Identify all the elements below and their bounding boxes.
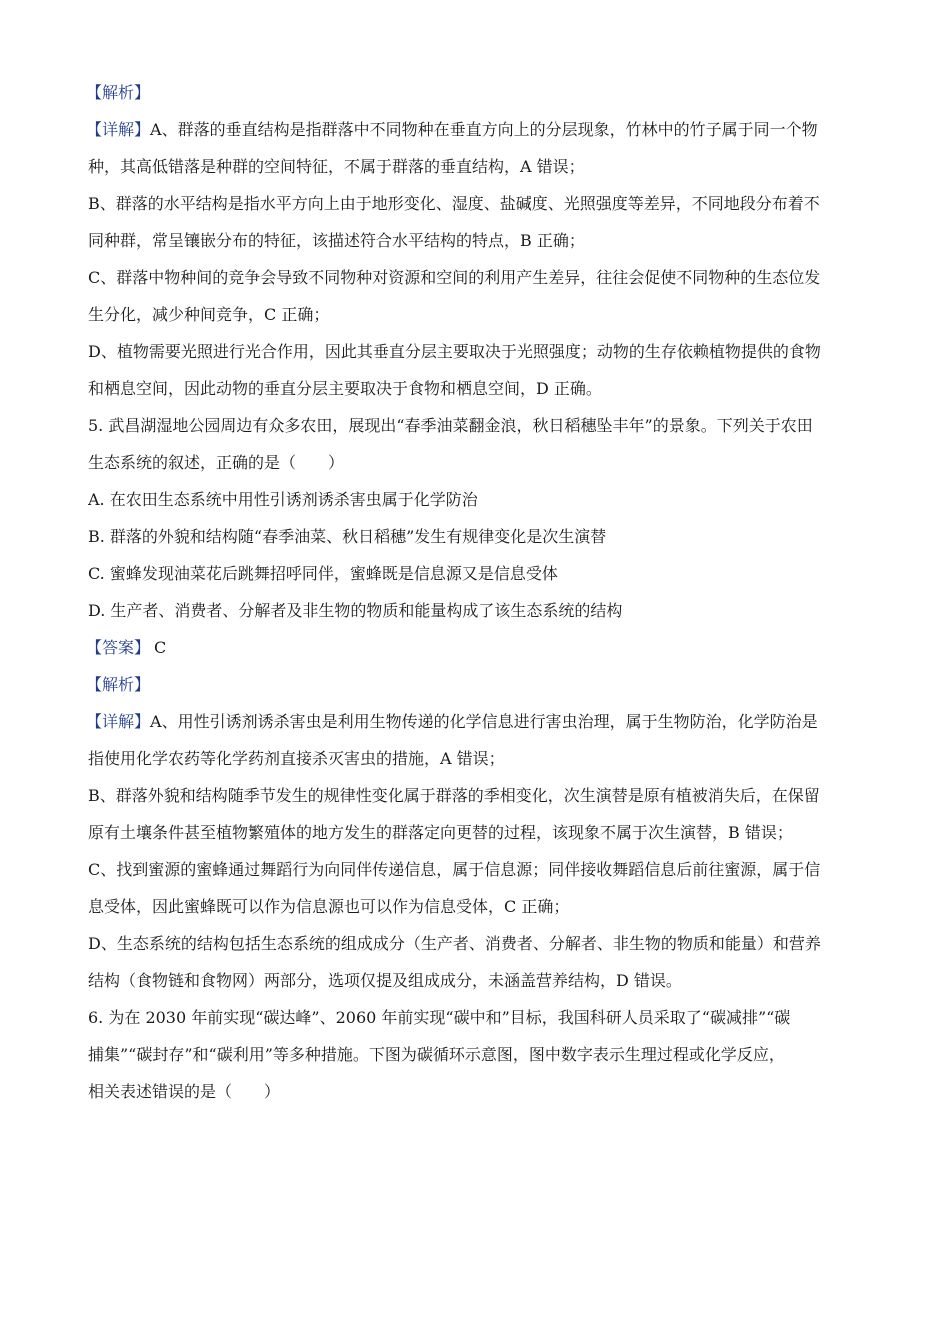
detail-text: A、用性引诱剂诱杀害虫是利用生物传递的化学信息进行害虫治理，属于生物防治，化学防治是 (150, 712, 818, 731)
analysis-heading (86, 74, 864, 111)
option-d: D. 生产者、消费者、分解者及非生物的物质和能量构成了该生态系统的结构 (88, 601, 623, 620)
option-a: A. 在农田生态系统中用性引诱剂诱杀害虫属于化学防治 (88, 490, 478, 509)
option-c: C. 蜜蜂发现油菜花后跳舞招呼同伴，蜜蜂既是信息源又是信息受体 (88, 564, 558, 583)
detail-paragraph-line: 结构（食物链和食物网）两部分，选项仅提及组成成分，未涵盖营养结构，D 错误。 (88, 971, 682, 990)
document-page (88, 74, 864, 1110)
analysis-tag: 【解析】 (86, 675, 151, 694)
question-stem-line: 6. 为在 2030 年前实现“碳达峰”、2060 年前实现“碳中和”目标，我国科研人员采取了“碳减排”“碳 (88, 1008, 791, 1027)
detail-paragraph-line: D、生态系统的结构包括生态系统的组成成分（生产者、消费者、分解者、非生物的物质和能量）和营养 (88, 934, 821, 953)
detail-paragraph-line: 原有土壤条件甚至植物繁殖体的地方发生的群落定向更替的过程，该现象不属于次生演替，B 错误； (88, 823, 793, 842)
detail-paragraph-line: 种，其高低错落是种群的空间特征，不属于群落的垂直结构，A 错误； (88, 157, 585, 176)
analysis-heading (86, 666, 864, 703)
detail-tag: 【详解】 (86, 120, 151, 139)
option-b: B. 群落的外貌和结构随“春季油菜、秋日稻穗”发生有规律变化是次生演替 (88, 527, 607, 546)
answer-tag: 【答案】 (86, 638, 151, 657)
question-stem-line: 5. 武昌湖湿地公园周边有众多农田，展现出“春季油菜翻金浪，秋日稻穗坠丰年”的景象。下列关于农田 (88, 416, 813, 435)
question-stem-line: 捕集”“碳封存”和“碳利用”等多种措施。下图为碳循环示意图，图中数字表示生理过程或化学反应， (88, 1045, 785, 1064)
detail-paragraph-line: 生分化，减少种间竞争，C 正确； (88, 305, 330, 324)
answer-line (86, 629, 864, 666)
detail-paragraph-line (86, 111, 864, 148)
detail-paragraph-line: 和栖息空间，因此动物的垂直分层主要取决于食物和栖息空间，D 正确。 (88, 379, 602, 398)
detail-paragraph-line: D、植物需要光照进行光合作用，因此其垂直分层主要取决于光照强度；动物的生存依赖植物提供的食物 (88, 342, 821, 361)
analysis-tag: 【解析】 (86, 83, 151, 102)
detail-text: A、群落的垂直结构是指群落中不同物种在垂直方向上的分层现象，竹林中的竹子属于同一个物 (150, 120, 818, 139)
detail-paragraph-line: B、群落外貌和结构随季节发生的规律性变化属于群落的季相变化，次生演替是原有植被消失后，在保留 (88, 786, 820, 805)
detail-paragraph-line: 息受体，因此蜜蜂既可以作为信息源也可以作为信息受体，C 正确； (88, 897, 570, 916)
answer-value: C (154, 638, 167, 657)
detail-tag: 【详解】 (86, 712, 151, 731)
detail-paragraph-line: C、群落中物种间的竞争会导致不同物种对资源和空间的利用产生差异，往往会促使不同物种的生态位发 (88, 268, 821, 287)
question-stem-line: 生态系统的叙述，正确的是（ ） (88, 453, 345, 472)
detail-paragraph-line (86, 703, 864, 740)
detail-paragraph-line: 同种群，常呈镶嵌分布的特征，该描述符合水平结构的特点，B 正确； (88, 231, 585, 250)
question-stem-line: 相关表述错误的是（ ） (88, 1082, 281, 1101)
detail-paragraph-line: 指使用化学农药等化学药剂直接杀灭害虫的措施，A 错误； (88, 749, 505, 768)
detail-paragraph-line: C、找到蜜源的蜜蜂通过舞蹈行为向同伴传递信息，属于信息源；同伴接收舞蹈信息后前往蜜源，属于信 (88, 860, 821, 879)
detail-paragraph-line: B、群落的水平结构是指水平方向上由于地形变化、湿度、盐碱度、光照强度等差异，不同地段分布着不 (88, 194, 820, 213)
